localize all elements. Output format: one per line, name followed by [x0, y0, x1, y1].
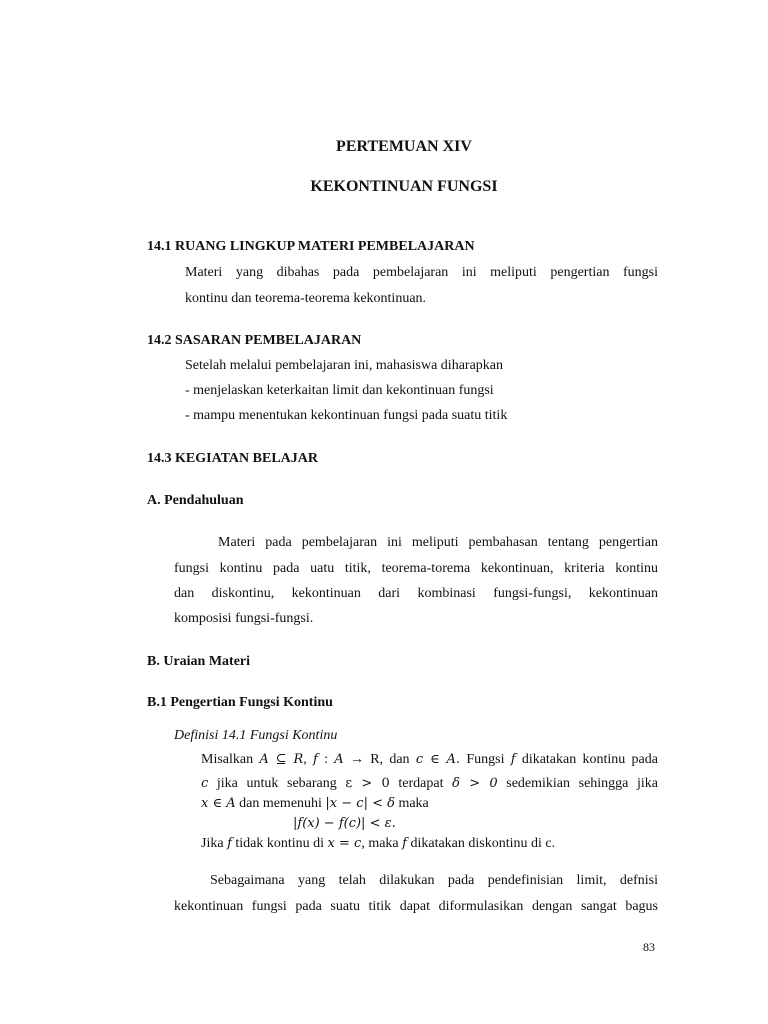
section-14-1-line-1: Materi yang dibahas pada pembelajaran ini meliputi pengertian fungsi	[185, 265, 658, 280]
section-14-1-heading: 14.1 RUANG LINGKUP MATERI PEMBELAJARAN	[147, 239, 475, 254]
definition-title: Definisi 14.1 Fungsi Kontinu	[174, 728, 338, 743]
closing-line-2: kekontinuan fungsi pada suatu titik dapat diformulasikan dengan sangat bagus	[174, 899, 658, 914]
page-subtitle: KEKONTINUAN FUNGSI	[310, 178, 498, 195]
section-14-2-intro: Setelah melalui pembelajaran ini, mahasiswa diharapkan	[185, 358, 503, 373]
closing-line-1: Sebagaimana yang telah dilakukan pada pendefinisian limit, defnisi	[210, 873, 658, 888]
section-14-2-heading: 14.2 SASARAN PEMBELAJARAN	[147, 333, 362, 348]
part-a-line-2: fungsi kontinu pada uatu titik, teorema-torema kekontinuan, kriteria kontinu	[174, 561, 658, 576]
part-a-line-4: komposisi fungsi-fungsi.	[174, 611, 314, 626]
section-14-3-heading: 14.3 KEGIATAN BELAJAR	[147, 451, 319, 466]
list-item: - menjelaskan keterkaitan limit dan kekontinuan fungsi	[185, 383, 494, 398]
part-a-line-3: dan diskontinu, kekontinuan dari kombinasi fungsi-fungsi, kekontinuan	[174, 586, 658, 601]
part-b-heading: B. Uraian Materi	[147, 654, 251, 669]
part-a-line-1: Materi pada pembelajaran ini meliputi pembahasan tentang pengertian	[218, 535, 658, 550]
part-b1-heading: B.1 Pengertian Fungsi Kontinu	[147, 695, 333, 710]
list-item: - mampu menentukan kekontinuan fungsi pada suatu titik	[185, 408, 508, 423]
page-title: PERTEMUAN XIV	[336, 138, 472, 155]
definition-line-1: Misalkan A ⊆ R, f : A → R, dan c ∈ A. Fungsi f dikatakan kontinu pada	[201, 752, 658, 767]
section-14-1-line-2: kontinu dan teorema-teorema kekontinuan.	[185, 291, 427, 306]
page-number: 83	[643, 940, 655, 954]
definition-line-4: Jika f tidak kontinu di x = c, maka f dikatakan diskontinu di c.	[201, 836, 556, 851]
part-a-heading: A. Pendahuluan	[147, 493, 244, 508]
definition-formula: |f(x) − f(c)| < ε.	[293, 816, 396, 831]
definition-line-2: c jika untuk sebarang ε > 0 terdapat δ > 0 sedemikian sehingga jika	[201, 776, 658, 791]
definition-line-3: x ∈ A dan memenuhi |x − c| < δ maka	[201, 796, 429, 811]
